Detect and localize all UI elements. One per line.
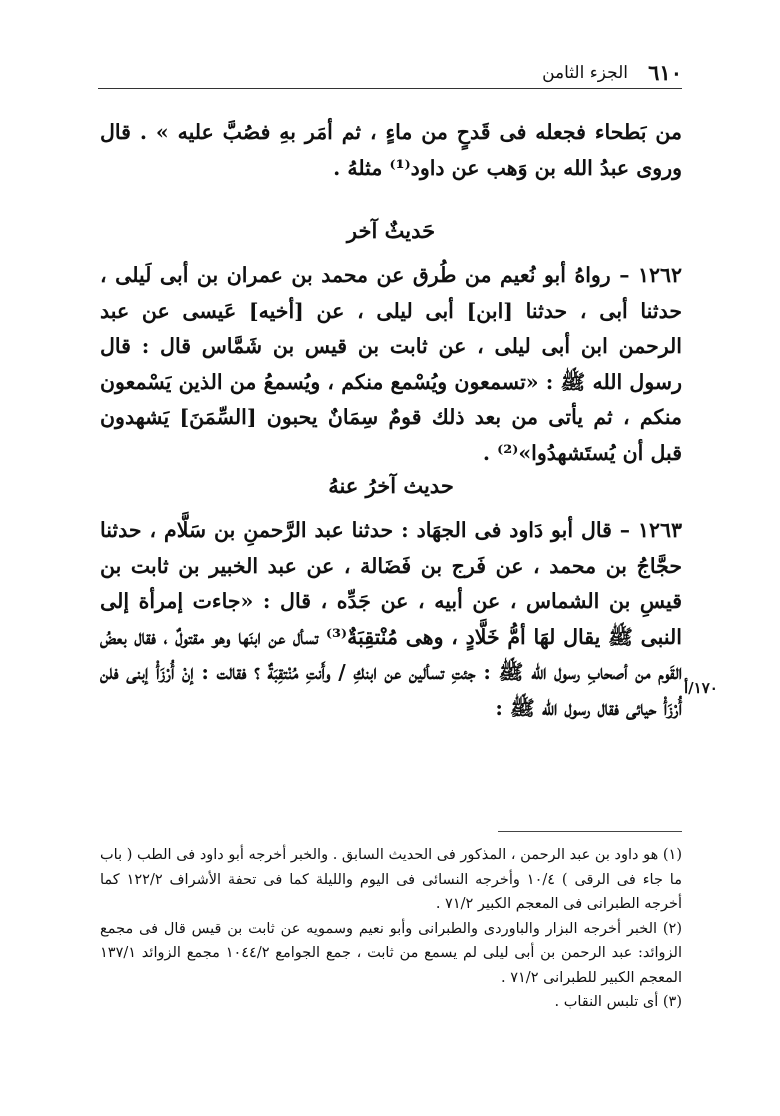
running-title: الجزء الثامن (542, 63, 628, 83)
manuscript-folio-marker: ١٧٠/أ (684, 679, 718, 697)
paragraph-text: من بَطحاء فجعله فى قَدحٍ من ماءٍ ، ثم أمَر بهِ فصُبَّ عليه » . قال وروى عبدُ الله بن وَهب عن داود⁽¹⁾ مثلهُ . (100, 120, 682, 180)
hadith-1262 (100, 258, 682, 471)
header-divider (98, 88, 682, 89)
hadith-1263 (100, 513, 682, 726)
page-header (100, 58, 682, 86)
continuation-paragraph (100, 115, 682, 186)
footnote-2: (٢) الخبر أخرجه البزار والباوردى والطبرانى وأبو نعيم وسمويه عن ثابت بن قيس قال فى مجمع الزوائد: عبد الرحمن بن أبى ليلى لم يسمع من ثابت ، جمع الجوامع ١٠٤٤/٢ مجمع الزوائد ١٣٧/١ المعجم الكبير للطبرانى ٧١/٢ . (100, 920, 682, 986)
footnote-divider (498, 831, 682, 832)
section-heading: حديث آخرُ عنهُ (328, 473, 454, 498)
hadith-text: ١٢٦٢ – رواهُ أبو نُعيم من طُرق عن محمد بن عمران بن أبى لَيلى ، حدثنا أبى ، حدثنا [ابن] أبى ليلى ، عن [أخيه] عَيسى عن عبد الرحمن ابن أبى ليلى ، عن ثابت بن قيس بن شَمَّاس قال : قال رسول الله ﷺ : «تسمعون ويُسْمع منكم ، ويُسمعُ من الذين يَسْمعون منكم ، ثم يأتى من بعد ذلك قومٌ سِمَانٌ يحبون [السِّمَنَ] يَشهدون قبل أن يُستَشهدُوا»⁽²⁾ . (100, 263, 682, 465)
footnotes (100, 843, 682, 1015)
section-heading: حَديثٌ آخر (346, 218, 436, 243)
page-number: ٦١٠ (648, 60, 682, 85)
footnote-3: (٣) أى تلبس النقاب . (554, 994, 682, 1010)
footnote-1: (١) هو داود بن عبد الرحمن ، المذكور فى الحديث السابق . والخبر أخرجه أبو داود فى الطب ( باب ما جاء فى الرقى ) ١٠/٤ وأخرجه النسائى فى اليوم والليلة كما فى تحفة الأشراف ١٢٢/٢ كما أخرجه الطبرانى فى المعجم الكبير ٧١/٢ . (100, 847, 682, 912)
hadith-text: ١٢٦٣ – قال أبو دَاود فى الجهَاد : حدثنا عبد الرَّحمنِ بن سَلَّام ، حدثنا حجَّاجُ بن محمد ، عن فَرج بن فَضَالة ، عن عبد الخبير بن ثابت بن قيسِ بن الشماس ، عن أبيه ، عن جَدِّه ، قال : «جاءت إمرأة إلى النبى ﷺ يقال لهَا أمُّ خَلَّادٍ ، وهى مُنْتقِبَةٌ⁽³⁾ تسأل عن ابنَها وهو مقتولٌ ، فقال بعضُ القَوم من أصحابِ رسول الله ﷺ : جئتِ تسألين عن ابنكِ / وأَنتِ مُنْتقِبَةٌ ؟ فقالت : إنْ أُرْزَأْ إبنى فلن أُرْزَأْ حيائى فقال رسول الله ﷺ : (100, 518, 682, 720)
